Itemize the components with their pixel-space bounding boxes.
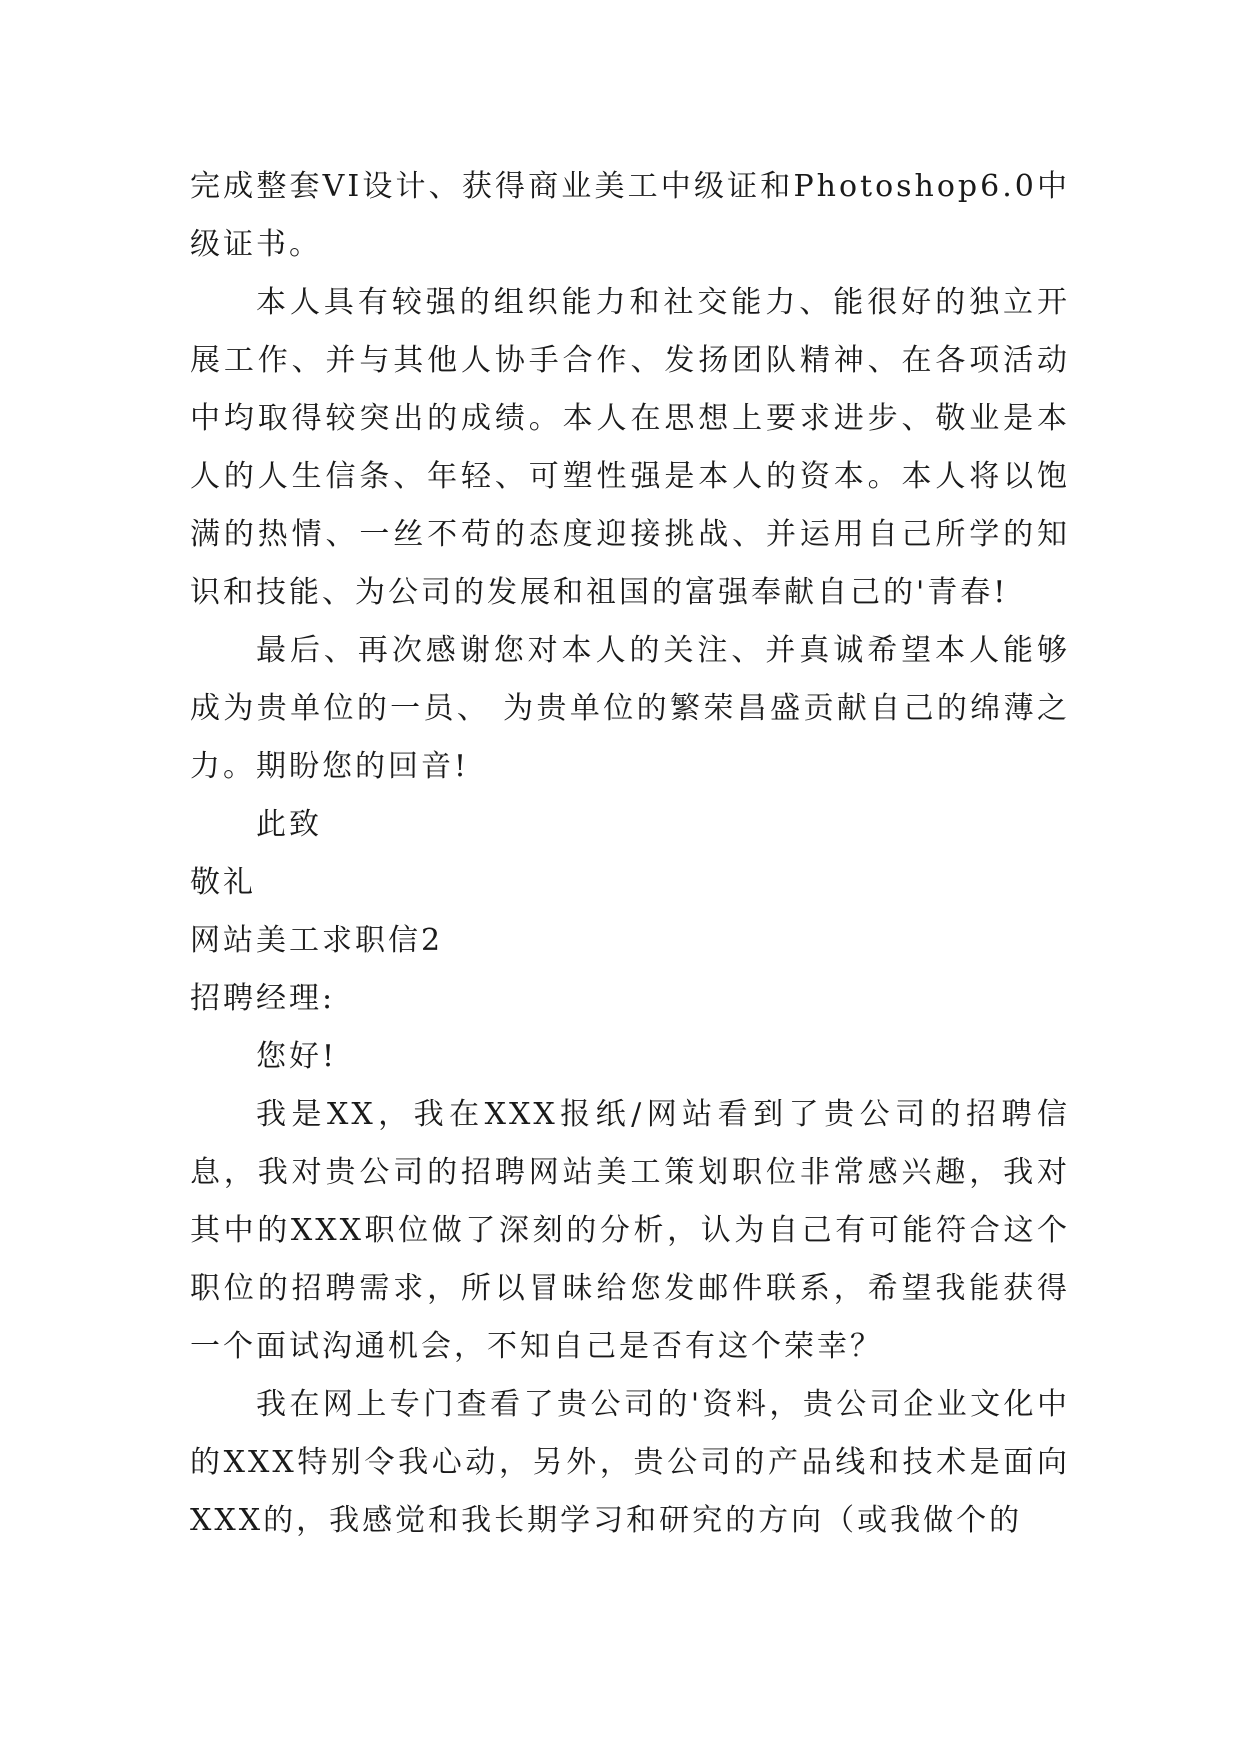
paragraph-certificates: 完成整套VI设计、获得商业美工中级证和Photoshop6.0中级证书。 [190, 169, 1070, 262]
salutation-cizhi: 此致 [256, 807, 322, 842]
greeting-line: 您好! [256, 1039, 338, 1074]
paragraph-introduction: 我是XX，我在XXX报纸/网站看到了贵公司的招聘信息，我对贵公司的招聘网站美工策划职位非常感兴趣，我对其中的XXX职位做了深刻的分析，认为自己有可能符合这个职位的招聘需求，所以冒昧给您发邮件联系，希望我能获得一个面试沟通机会，不知自己是否有这个荣幸？ [190, 1097, 1070, 1364]
section-heading: 网站美工求职信2 [190, 923, 444, 958]
paragraph-closing-thanks: 最后、再次感谢您对本人的关注、并真诚希望本人能够成为贵单位的一员、 为贵单位的繁荣昌盛贡献自己的绵薄之力。期盼您的回音! [190, 633, 1070, 784]
paragraph-company-research: 我在网上专门查看了贵公司的'资料，贵公司企业文化中的XXX特别令我心动，另外，贵公司的产品线和技术是面向XXX的，我感觉和我长期学习和研究的方向（或我做个的 [190, 1387, 1070, 1538]
recipient-line: 招聘经理: [190, 981, 336, 1016]
salutation-jingli: 敬礼 [190, 865, 256, 900]
letter-body [190, 158, 1070, 1550]
paragraph-abilities: 本人具有较强的组织能力和社交能力、能很好的独立开展工作、并与其他人协手合作、发扬团队精神、在各项活动中均取得较突出的成绩。本人在思想上要求进步、敬业是本人的人生信条、年轻、可塑性强是本人的资本。本人将以饱满的热情、一丝不苟的态度迎接挑战、并运用自己所学的知识和技能、为公司的发展和祖国的富强奉献自己的'青春! [190, 285, 1070, 610]
